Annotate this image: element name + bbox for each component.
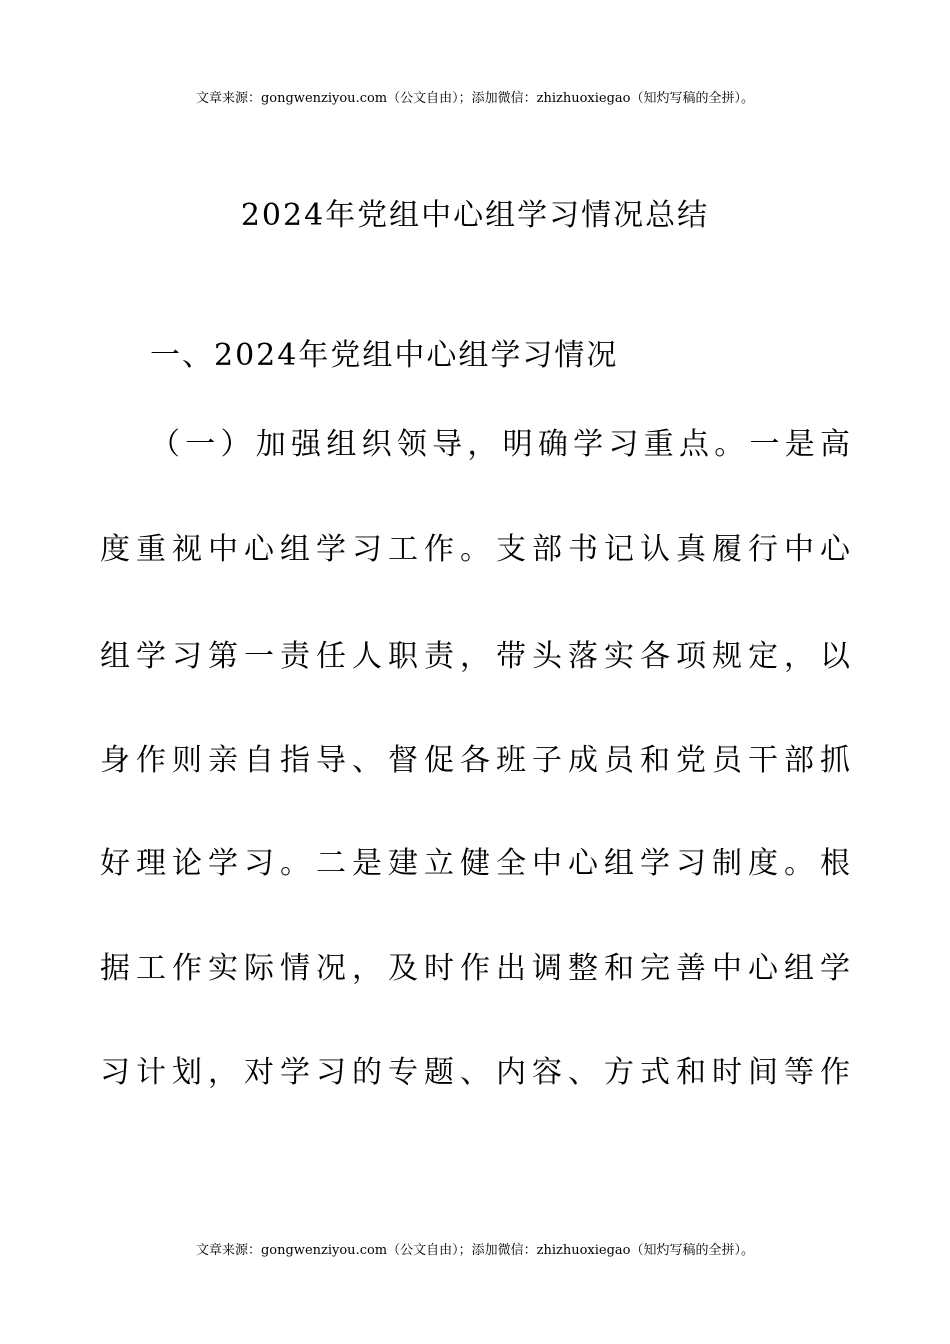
- paragraph-line: 据工作实际情况，及时作出调整和完善中心组学: [100, 951, 850, 986]
- header-source-note: 文章来源：gongwenziyou.com（公文自由）；添加微信：zhizhuoxiegao（知灼写稿的全拼）。: [195, 91, 755, 106]
- paragraph-line: 习计划，对学习的专题、内容、方式和时间等作: [100, 1055, 850, 1090]
- paragraph-line: 组学习第一责任人职责，带头落实各项规定，以: [100, 639, 850, 674]
- document-title: 2024年党组中心组学习情况总结: [240, 198, 710, 233]
- paragraph-line: 好理论学习。二是建立健全中心组学习制度。根: [100, 846, 850, 881]
- footer-source-note: 文章来源：gongwenziyou.com（公文自由）；添加微信：zhizhuoxiegao（知灼写稿的全拼）。: [195, 1243, 755, 1258]
- section-heading: 一、2024年党组中心组学习情况: [150, 338, 619, 373]
- paragraph-line: （一）加强组织领导，明确学习重点。一是高: [150, 427, 850, 462]
- paragraph-line: 度重视中心组学习工作。支部书记认真履行中心: [100, 532, 850, 567]
- paragraph-line: 身作则亲自指导、督促各班子成员和党员干部抓: [100, 743, 850, 778]
